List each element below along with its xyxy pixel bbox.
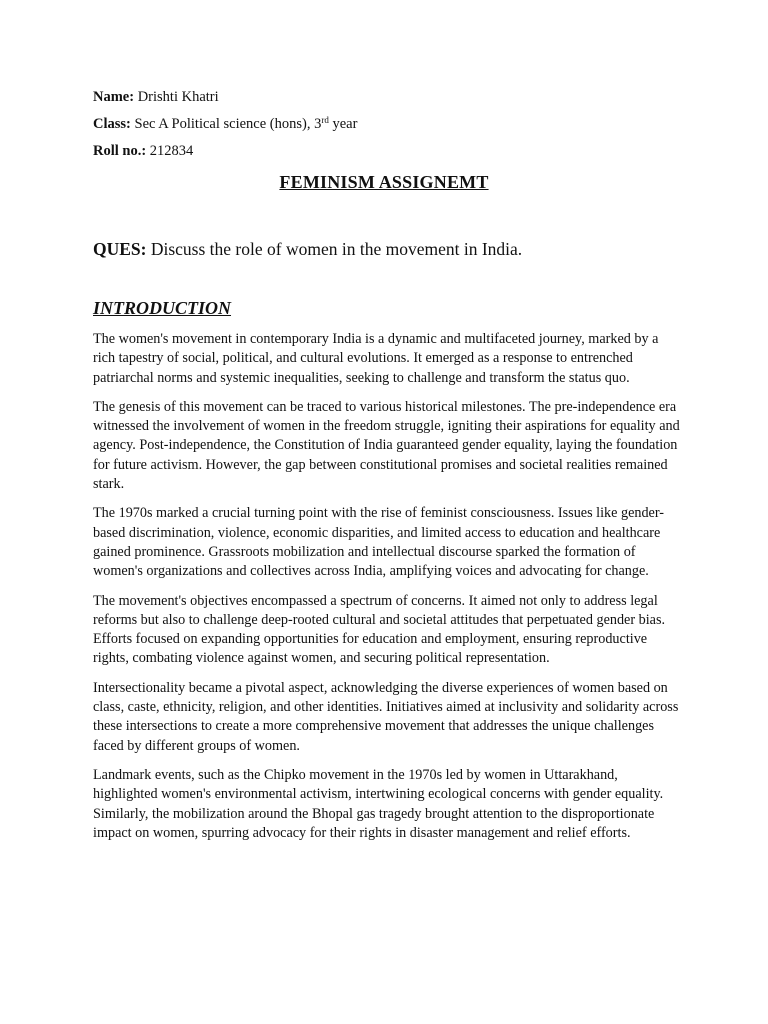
class-value: Sec A Political science (hons), 3 [130, 116, 322, 132]
class-ordinal-superscript: rd [321, 115, 329, 125]
class-line [93, 115, 357, 133]
class-label: Class: [93, 116, 131, 132]
roll-value: 212834 [146, 143, 194, 159]
roll-number-line [93, 142, 193, 160]
question-text: Discuss the role of women in the movement in India. [146, 239, 523, 259]
paragraph: The women's movement in contemporary India is a dynamic and multifaceted journey, marked by a rich tapestry of social, political, and cultural evolutions. It emerged as a response to entrenched patriarchal norms and systemic inequalities, seeking to challenge and transform the status quo. [93, 331, 659, 386]
introduction-heading: INTRODUCTION [93, 298, 232, 318]
paragraph: The 1970s marked a crucial turning point with the rise of feminist consciousness. Issues like gender-based discrimination, violence, economic disparities, and limited access to education and healthcare gained prominence. Grassroots mobilization and intellectual discourse sparked the formation of women's organizations and collectives across India, amplifying voices and advocating for change. [93, 505, 665, 580]
question-line [93, 238, 522, 260]
paragraph: Landmark events, such as the Chipko movement in the 1970s led by women in Uttarakhand, highlighted women's environmental activism, intertwining ecological concerns with gender equality. Similarly, the mobilization around the Bhopal gas tragedy brought attention to the disproportionate impact on women, spurring advocacy for their rights in disaster management and relief efforts. [93, 766, 664, 841]
roll-label: Roll no.: [93, 143, 147, 159]
introduction-body [93, 330, 683, 853]
class-suffix: year [328, 116, 358, 132]
paragraph: Intersectionality became a pivotal aspect, acknowledging the diverse experiences of women based on class, caste, ethnicity, religion, and other identities. Initiatives aimed at inclusivity and solidarity across these intersections to create a more comprehensive movement that addresses the unique challenges faced by different groups of women. [93, 679, 679, 754]
student-name-line [93, 88, 219, 106]
paragraph: The genesis of this movement can be traced to various historical milestones. The pre-independence era witnessed the involvement of women in the freedom struggle, igniting their aspirations for equality and agency. Post-independence, the Constitution of India guaranteed gender equality, laying the foundation for future activism. However, the gap between constitutional promises and societal realities remained stark. [93, 398, 680, 493]
name-value: Drishti Khatri [134, 89, 219, 105]
document-title: FEMINISM ASSIGNEMT [279, 172, 489, 192]
question-label: QUES: [93, 239, 147, 259]
paragraph: The movement's objectives encompassed a spectrum of concerns. It aimed not only to address legal reforms but also to challenge deep-rooted cultural and societal attitudes that perpetuated gender bias. Efforts focused on expanding opportunities for education and employment, ensuring reproductive rights, combating violence against women, and securing political representation. [93, 592, 666, 667]
name-label: Name: [93, 89, 135, 105]
